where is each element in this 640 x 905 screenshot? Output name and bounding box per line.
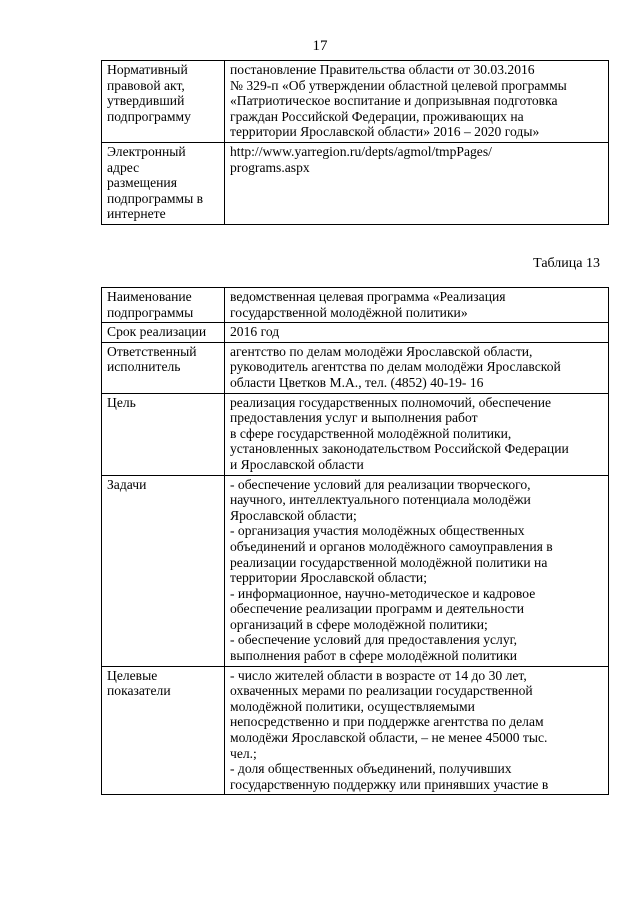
row-label-line: Электронный xyxy=(107,143,186,159)
row-value-cell xyxy=(225,475,609,666)
row-value-line: реализация государственных полномочий, обеспечение xyxy=(230,394,552,410)
row-label-line: Целевые xyxy=(107,667,158,683)
row-value-line: установленных законодательством Российской Федерации xyxy=(230,441,569,457)
row-value-line: области Цветков М.А., тел. (4852) 40-19- 16 xyxy=(230,374,484,390)
row-value-cell xyxy=(225,342,609,393)
table-row xyxy=(102,393,609,475)
row-value-line: выполнения работ в сфере молодёжной политики xyxy=(230,648,518,664)
row-value-cell xyxy=(225,61,609,143)
row-label-line: правовой акт, xyxy=(107,77,185,93)
row-label-cell xyxy=(102,288,225,323)
row-label-line: подпрограммы xyxy=(107,304,194,320)
row-value-line: граждан Российской Федерации, проживающих на xyxy=(230,108,524,124)
row-label-cell xyxy=(102,475,225,666)
row-label-cell xyxy=(102,142,225,224)
row-value-line: 2016 год xyxy=(230,324,280,340)
row-value-line: - доля общественных объединений, получивших xyxy=(230,761,512,777)
row-value-cell xyxy=(225,666,609,795)
table2-body xyxy=(102,288,609,795)
row-value-line: в сфере государственной молодёжной политики, xyxy=(230,425,512,441)
row-label-line: Срок реализации xyxy=(107,324,207,340)
row-label-line: исполнитель xyxy=(107,359,181,375)
row-value-line: территории Ярославской области; xyxy=(230,570,427,586)
row-label-line: адрес xyxy=(107,159,140,175)
row-label-line: размещения xyxy=(107,175,177,191)
row-label-cell xyxy=(102,393,225,475)
row-value-line: чел.; xyxy=(230,745,257,761)
row-value-line: и Ярославской области xyxy=(230,456,364,472)
row-value-line: - организация участия молодёжных общественных xyxy=(230,523,525,539)
table-row xyxy=(102,666,609,795)
row-value-line: государственную поддержку или принявших участие в xyxy=(230,776,549,792)
row-value-line: обеспечение реализации программ и деятельности xyxy=(230,601,524,617)
page-number: 17 xyxy=(312,38,328,54)
row-value-line: территории Ярославской области» 2016 – 2020 годы» xyxy=(230,124,540,140)
row-value-line: государственной молодёжной политики» xyxy=(230,304,468,320)
row-value-line: агентство по делам молодёжи Ярославской области, xyxy=(230,343,533,359)
program-passport-table-continued xyxy=(101,60,609,225)
row-value-cell xyxy=(225,288,609,323)
row-value-line: - число жителей области в возрасте от 14 до 30 лет, xyxy=(230,667,527,683)
row-value-cell xyxy=(225,393,609,475)
table-row xyxy=(102,288,609,323)
row-label-line: подпрограмму xyxy=(107,108,191,124)
row-label-cell xyxy=(102,323,225,343)
table1-body xyxy=(102,61,609,225)
row-value-line: непосредственно и при поддержке агентства по делам xyxy=(230,714,544,730)
row-label-line: Наименование xyxy=(107,289,192,304)
row-label-line: Цель xyxy=(107,394,136,410)
row-value-line: № 329-п «Об утверждении областной целевой программы xyxy=(230,77,567,93)
row-label-line: Ответственный xyxy=(107,343,197,359)
row-value-line: programs.aspx xyxy=(230,159,310,175)
table-row xyxy=(102,142,609,224)
row-value-line: - обеспечение условий для предоставления услуг, xyxy=(230,632,518,648)
row-value-line: научного, интеллектуального потенциала молодёжи xyxy=(230,492,531,508)
row-value-line: организаций в сфере молодёжной политики; xyxy=(230,616,488,632)
row-label-line: показатели xyxy=(107,683,171,699)
row-value-cell xyxy=(225,142,609,224)
table-row xyxy=(102,323,609,343)
table-row xyxy=(102,61,609,143)
row-value-line: - обеспечение условий для реализации творческого, xyxy=(230,476,531,492)
row-value-cell xyxy=(225,323,609,343)
row-value-line: объединений и органов молодёжного самоуправления в xyxy=(230,538,553,554)
row-value-line: «Патриотическое воспитание и допризывная подготовка xyxy=(230,93,558,109)
row-label-line: Нормативный xyxy=(107,62,188,77)
table-row xyxy=(102,475,609,666)
row-value-line: Ярославской области; xyxy=(230,507,357,523)
row-value-line: молодёжной политики, осуществляемыми xyxy=(230,698,475,714)
row-value-line: реализации государственной молодёжной политики на xyxy=(230,554,548,570)
row-label-line: подпрограммы в xyxy=(107,190,204,206)
row-value-line: - информационное, научно-методическое и кадровое xyxy=(230,585,536,601)
row-label-cell xyxy=(102,342,225,393)
row-value-line: охваченных мерами по реализации государственной xyxy=(230,683,533,699)
row-label-line: интернете xyxy=(107,206,166,222)
row-value-line: молодёжи Ярославской области, – не менее 45000 тыс. xyxy=(230,730,548,746)
table-13-caption: Таблица 13 xyxy=(533,256,600,271)
row-value-line: предоставления услуг и выполнения работ xyxy=(230,410,478,426)
row-label-cell xyxy=(102,61,225,143)
row-value-line: ведомственная целевая программа «Реализация xyxy=(230,289,506,304)
row-label-cell xyxy=(102,666,225,795)
row-value-line: http://www.yarregion.ru/depts/agmol/tmpPages/ xyxy=(230,143,492,159)
row-label-line: Задачи xyxy=(107,476,147,492)
subprogram-passport-table xyxy=(101,287,609,795)
row-label-line: утвердивший xyxy=(107,93,185,109)
table-row xyxy=(102,342,609,393)
row-value-line: постановление Правительства области от 30.03.2016 xyxy=(230,62,535,77)
row-value-line: руководитель агентства по делам молодёжи Ярославской xyxy=(230,359,561,375)
